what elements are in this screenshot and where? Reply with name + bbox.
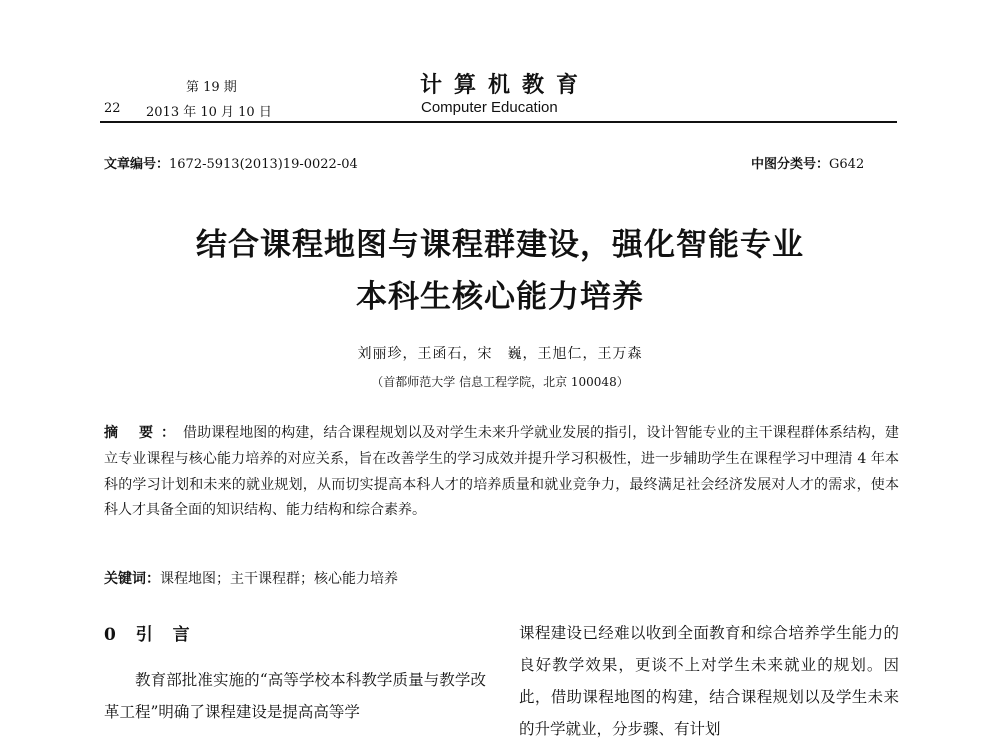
page-number: 22 [104,101,121,116]
keywords-text: 课程地图；主干课程群；核心能力培养 [160,571,398,587]
paper-title-line-2: 本科生核心能力培养 [356,279,644,315]
right-column-paragraph: 课程建设已经难以收到全面教育和综合培养学生能力的良好教学效果，更谈不上对学生未来就业的规划。因此，借助课程地图的构建，结合课程规划以及学生未来的升学就业，分步骤、有计划 [519,624,899,738]
journal-title: 计算机教育 [420,73,591,98]
affiliation: （首都师范大学 信息工程学院，北京 100048） [371,375,629,389]
classification-value: G642 [829,157,865,172]
article-number-value: 1672-5913(2013)19-0022-04 [169,157,358,172]
classification-number [751,153,864,172]
keywords [104,568,398,588]
issue-date: 2013 年 10 月 10 日 [146,105,272,120]
abstract [104,421,899,524]
classification-label: 中图分类号： [751,157,830,172]
journal-title-english: Computer Education [421,99,558,116]
abstract-label: 摘 要： [104,425,184,441]
left-column-paragraph: 教育部批准实施的“高等学校本科教学质量与教学改革工程”明确了课程建设是提高高等学 [104,671,486,721]
header-rule [100,121,897,123]
article-number-label: 文章编号： [104,157,170,172]
section-heading: 0 引 言 [104,625,190,645]
article-number [104,153,358,172]
keywords-label: 关键词： [104,571,160,587]
issue-number: 第 19 期 [186,80,237,95]
authors: 刘丽珍，王函石，宋 巍，王旭仁，王万森 [357,346,643,362]
abstract-text: 借助课程地图的构建，结合课程规划以及对学生未来升学就业发展的指引，设计智能专业的主干课程群体系结构，建立专业课程与核心能力培养的对应关系，旨在改善学生的学习成效并提升学习积极性，进一步辅助学生在课程学习中理清 4 年本科的学习计划和未来的就业规划，从而切实提高本科人才的培养质量和就业竞争力，最终满足社会经济发展对人才的需求，使本科人才具备全面的知识结构、能力结构和综合素养。 [104,425,899,519]
paper-title-line-1: 结合课程地图与课程群建设，强化智能专业 [196,227,804,263]
